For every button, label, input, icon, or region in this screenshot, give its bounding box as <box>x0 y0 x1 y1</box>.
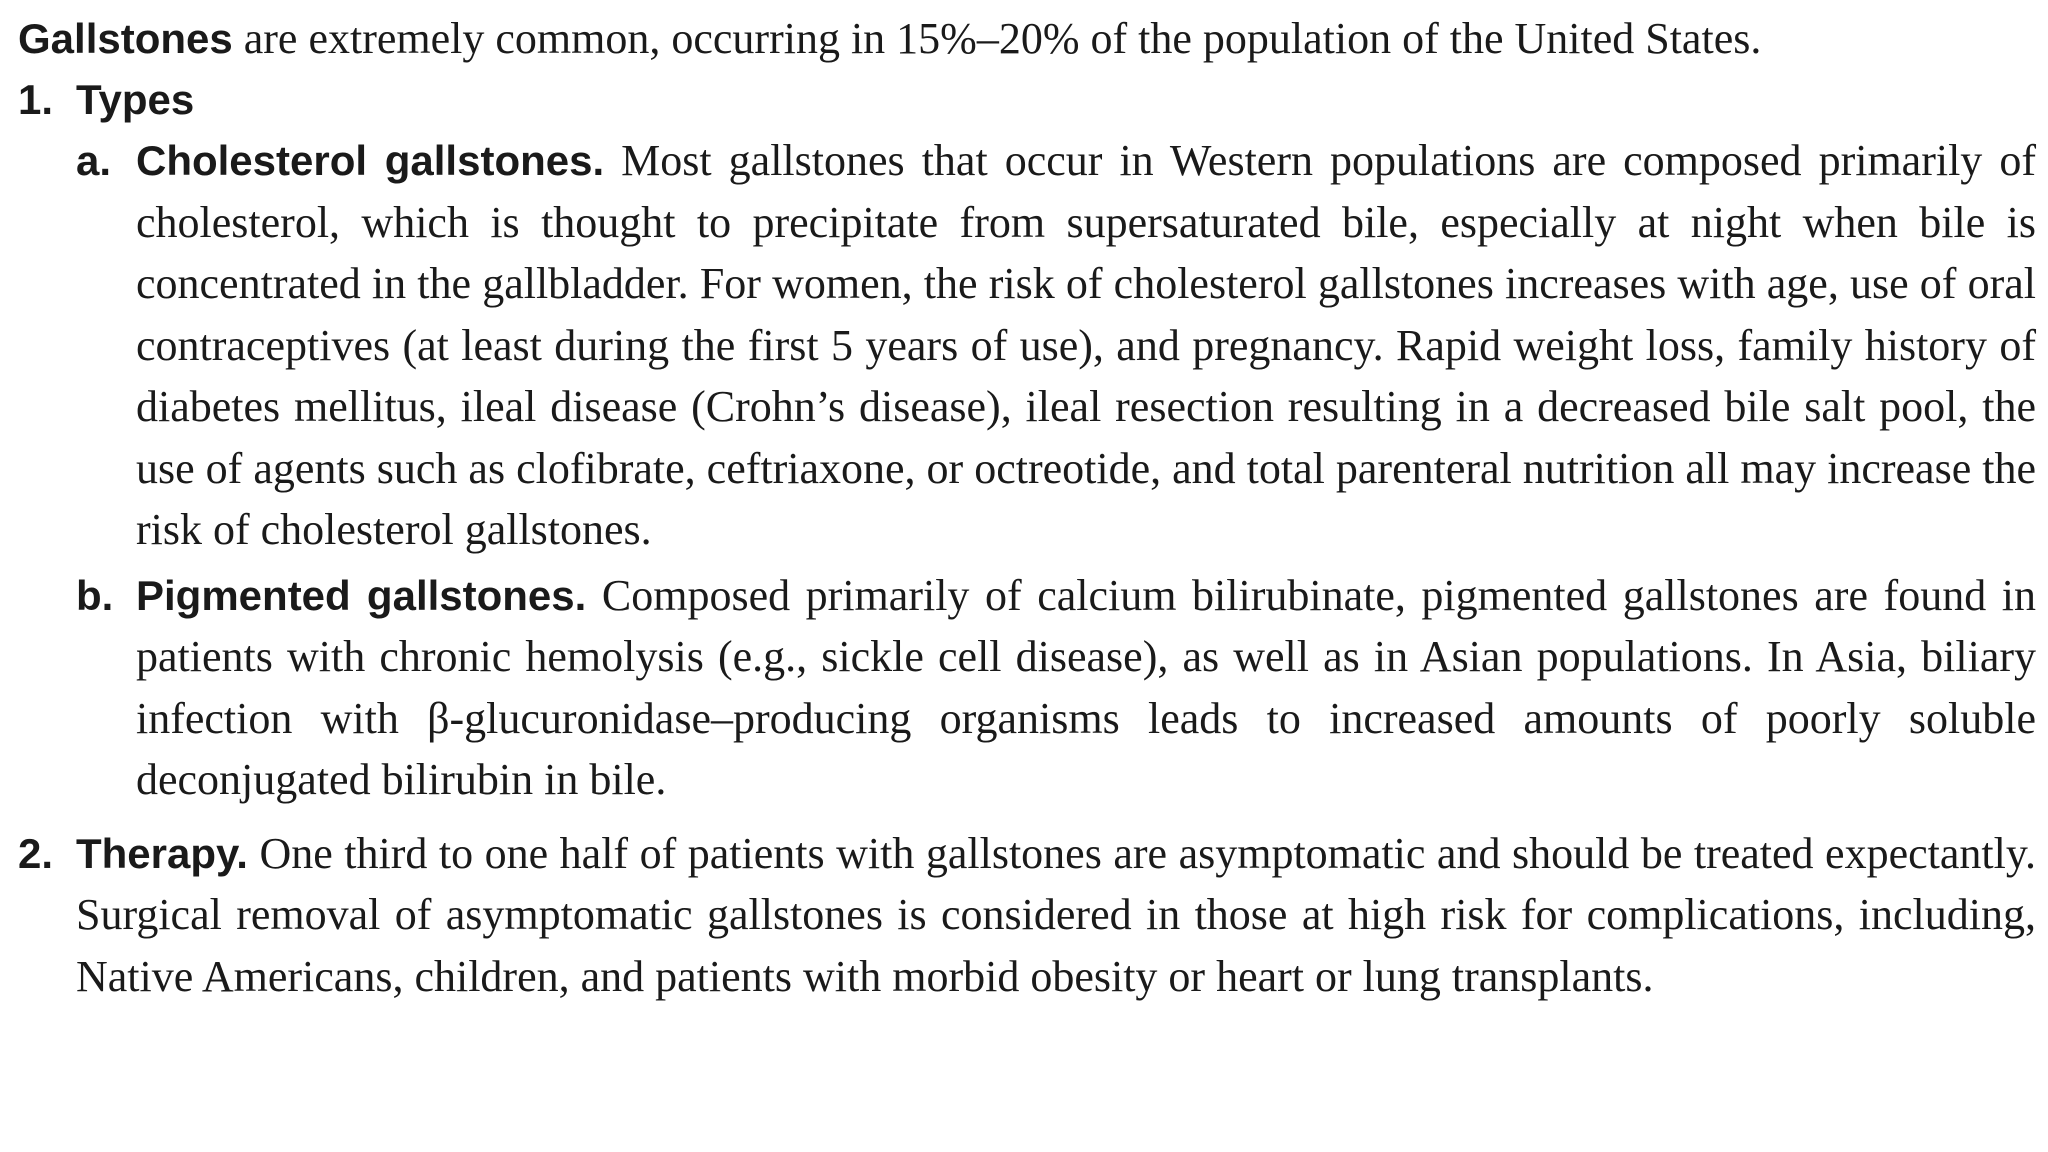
intro-term: Gallstones <box>18 15 233 62</box>
subsection-cholesterol <box>18 130 2036 561</box>
subsection-letter: a. <box>76 137 112 184</box>
section-number: 2. <box>18 829 54 877</box>
subsection-text: Composed primarily of calcium bilirubinate, pigmented gallstones are found in patients with chronic hemolysis (e.g., sickle cell disease), as well as in Asian populations. In Asia, biliary infection with β-glucuronidase–producing organisms leads to increased amounts of poorly soluble deconjugated bilirubin in bile. <box>136 570 2036 804</box>
section-types <box>18 69 2036 811</box>
subsection-term: Pigmented gallstones. <box>136 571 587 619</box>
section-number: 1. <box>18 76 54 123</box>
subsection-term: Cholesterol gallstones. <box>136 137 605 184</box>
section-types-heading <box>18 69 2018 130</box>
section-heading-label: Types <box>76 76 195 123</box>
therapy-text: One third to one half of patients with gallstones are asymptomatic and should be treated expectantly. Surgical removal of asymptomatic gallstones is considered in those at high risk for complications, including, Native Americans, children, and patients with morbid obesity or heart or lung transplants. <box>76 828 2036 1001</box>
therapy-term: Therapy. <box>76 829 248 877</box>
intro-paragraph <box>18 8 2018 69</box>
subsection-text: Most gallstones that occur in Western populations are composed primarily of cholesterol, which is thought to precipitate from supersaturated bile, especially at night when bile is concentrated in the gallbladder. For women, the risk of cholesterol gallstones increases with age, use of oral contraceptives (at least during the first 5 years of use), and pregnancy. Rapid weight loss, family history of diabetes mellitus, ileal disease (Crohn’s disease), ileal resection resulting in a decreased bile salt pool, the use of agents such as clofibrate, ceftriaxone, or octreotide, and total parenteral nutrition all may increase the risk of cholesterol gallstones. <box>136 136 2036 554</box>
intro-text: are extremely common, occurring in 15%–20% of the population of the United States. <box>232 14 1762 63</box>
document-page <box>18 8 2036 1007</box>
subsection-letter: b. <box>76 571 114 619</box>
section-therapy <box>18 823 2036 1008</box>
subsection-pigmented <box>18 565 2036 811</box>
